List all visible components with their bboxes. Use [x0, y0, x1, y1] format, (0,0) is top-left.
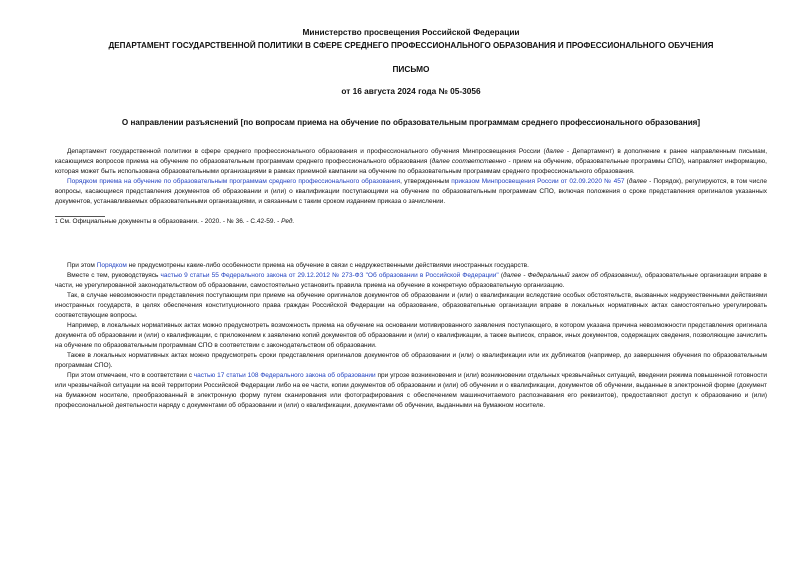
link-article-108[interactable]: частью 17 статьи 108 Федерального закона об образовании	[193, 372, 376, 379]
paragraph-1: Департамент государственной политики в сфере среднего профессионального образования и профессионального обучения Минпросвещения России (далее - Департамент) в дополнение к ранее направленным письмам, касающимся вопросов приема на обучение по образовательным программам среднего профессионального образования (далее соответственно - прием на обучение, образовательные программы СПО), направляет информацию, которая может быть использована образовательными организациями в рамках приемной кампании на обучение по образовательным программам среднего профессионального образования.	[55, 148, 768, 175]
paragraph-8: При этом отмечаем, что в соответствии с частью 17 статьи 108 Федерального закона об образовании при угрозе возникновения и (или) возникновении отдельных чрезвычайных ситуаций, введении режима повышенной готовности или чрезвычайной ситуации на всей территории Российской Федерации либо на ее части, копии документов об образовании и (или) об обучении и о квалификации, документов об обучении, выданные в электронной форме (документ на бумажном носителе, преобразованный в электронную форму путем сканирования или фотографирования с обеспечением машиночитаемого распознавания его реквизитов), предоставляют доступ к образованию и (или) профессиональной деятельности наряду с документами об образовании и (или) о квалификации, документами об обучении, выданными на бумажном носителе.	[55, 372, 767, 409]
paragraph-3: При этом Порядком не предусмотрены какие-либо особенности приема на обучение в связи с недружественными действиями иностранных государств.	[67, 262, 529, 269]
document-body	[55, 147, 767, 411]
link-federal-law-273[interactable]: частью 9 статьи 55 Федерального закона от 29.12.2012 № 273-ФЗ "Об образовании в Российской Федерации"	[160, 272, 499, 279]
link-admission-procedure[interactable]: Порядком приема на обучение по образовательным программам среднего профессионального образования	[67, 178, 401, 185]
document-subject: О направлении разъяснений [по вопросам приема на обучение по образовательным программам среднего профессионального образования]	[121, 118, 701, 127]
paragraph-6: Например, в локальных нормативных актах можно предусмотреть возможность приема на обучение на основании мотивированного заявления поступающего, в котором указана причина невозможности представления оригинала документа об образовании и (или) о квалификации, с приложением к заявлению копий документов об образовании и (или) о квалификации, а также выписок, справок, иных документов, содержащих сведения, позволяющие зачислить на обучение по образовательным программам СПО в соответствии с законодательством об образовании.	[55, 322, 767, 349]
footnote-number: 1	[55, 219, 58, 225]
document-date-number: от 16 августа 2024 года № 05-3056	[341, 86, 481, 96]
link-procedure[interactable]: Порядком	[96, 262, 127, 269]
paragraph-7: Также в локальных нормативных актах можно предусмотреть сроки представления оригиналов документов об образовании и (или) о квалификации или их дубликатов (например, до завершения обучения по образовательным программам СПО).	[55, 352, 767, 369]
paragraph-5: Так, в случае невозможности представления поступающим при приеме на обучение оригиналов документов об образовании и (или) о квалификации вследствие особых обстоятельств, вызванных недружественными действиями иностранных государств, в целях обеспечения конституционного права граждан Российской Федерации на образование, образовательные организации вправе в локальных нормативных актах самостоятельно урегулировать соответствующие вопросы.	[55, 292, 767, 319]
document-header	[55, 26, 767, 129]
footnote: $^1$ См. Официальные документы в образовании. - 2020. - № 36. - С.42-59. - Ред.	[55, 218, 295, 225]
document-type: ПИСЬМО	[392, 64, 430, 74]
paragraph-4: Вместе с тем, руководствуясь частью 9 статьи 55 Федерального закона от 29.12.2012 № 273-ФЗ "Об образовании в Российской Федерации" (далее - Федеральный закон об образовании), образовательные организации вправе в части, не урегулированной законодательством об образовании, самостоятельно установить правила приема на обучение в конкретную образовательную организацию.	[55, 272, 767, 289]
department-name: ДЕПАРТАМЕНТ ГОСУДАРСТВЕННОЙ ПОЛИТИКИ В СФЕРЕ СРЕДНЕГО ПРОФЕССИОНАЛЬНОГО ОБРАЗОВАНИЯ И ПРОФЕССИОНАЛЬНОГО ОБУЧЕНИЯ	[108, 41, 714, 50]
link-order-457[interactable]: приказом Минпросвещения России от 02.09.2020 № 457	[451, 178, 625, 185]
paragraph-2: Порядком приема на обучение по образовательным программам среднего профессионального образования, утвержденным приказом Минпросвещения России от 02.09.2020 № 457 (далее - Порядок), регулируются, в том числе вопросы, касающиеся представления документов об образовании и (или) о квалификации поступающими на обучение по образовательным программам СПО, включая положения о сроке представления оригиналов указанных документов, устанавливаемых образовательными организациями, и связанным с таким сроком изданием приказа о зачислении.	[55, 178, 767, 205]
ministry-name: Министерство просвещения Российской Федерации	[302, 27, 520, 37]
